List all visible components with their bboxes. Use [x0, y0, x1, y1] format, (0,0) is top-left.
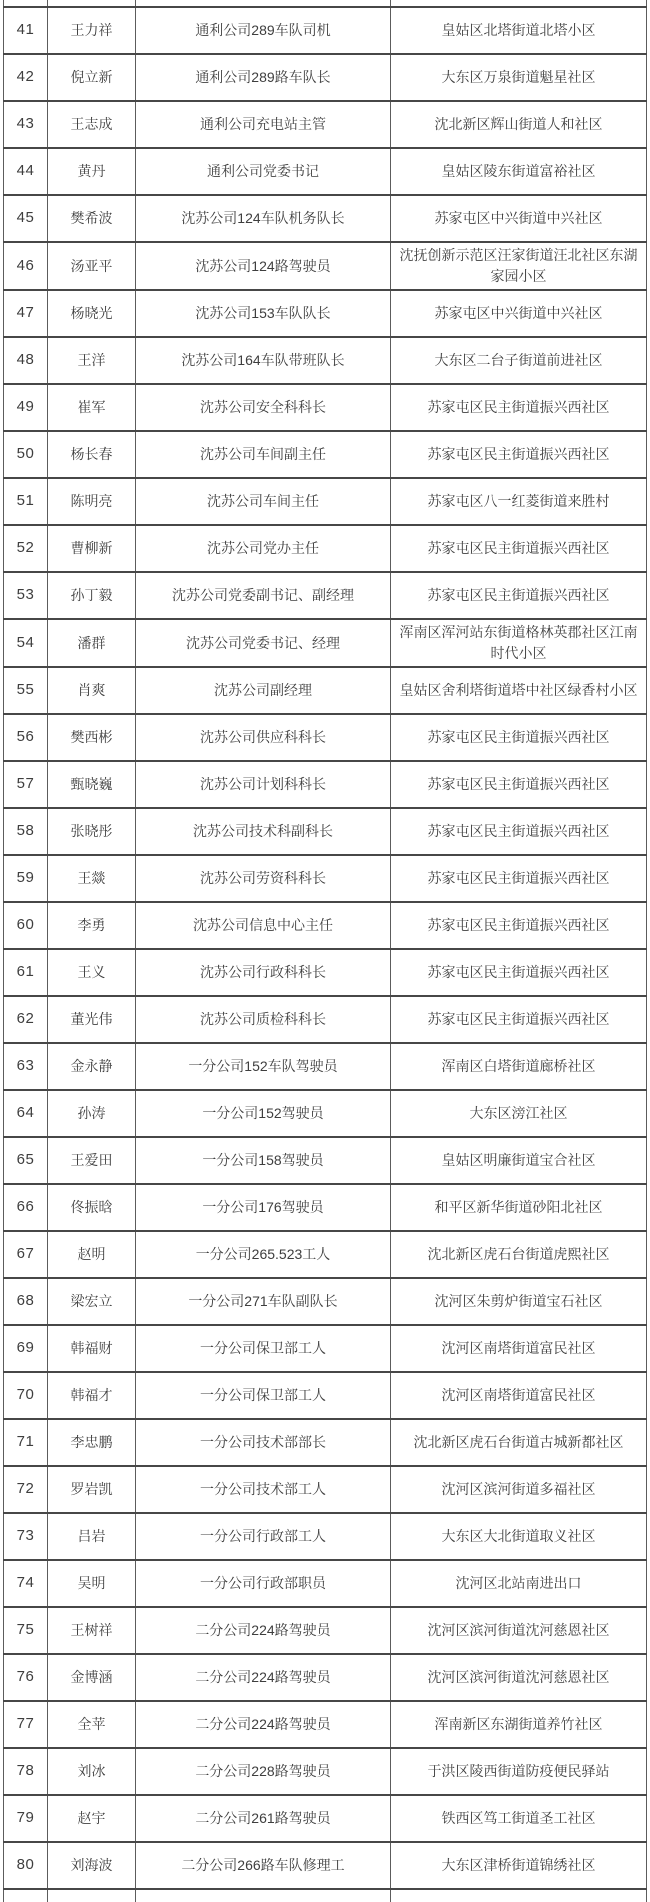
index-cell: 51 — [4, 478, 48, 525]
position-cell: 一分公司176驾驶员 — [136, 1184, 391, 1231]
position-cell: 沈苏公司安全科科长 — [136, 384, 391, 431]
position-cell: 沈苏公司车间主任 — [136, 478, 391, 525]
name-cell: 倪立新 — [48, 54, 136, 101]
index-cell: 60 — [4, 902, 48, 949]
index-cell: 80 — [4, 1842, 48, 1889]
name-cell: 佟振晗 — [48, 1184, 136, 1231]
table-row — [4, 1701, 647, 1748]
table-row — [4, 1325, 647, 1372]
index-cell: 52 — [4, 525, 48, 572]
address-cell: 沈河区滨河街道沈河慈恩社区 — [391, 1607, 647, 1654]
table-row — [4, 1278, 647, 1325]
address-cell: 沈河区北站南进出口 — [391, 1560, 647, 1607]
cropped-next-row — [4, 1889, 647, 1902]
position-cell: 一分公司行政部职员 — [136, 1560, 391, 1607]
table-row — [4, 949, 647, 996]
address-cell: 苏家屯区民主街道振兴西社区 — [391, 431, 647, 478]
table-row — [4, 195, 647, 242]
index-cell: 49 — [4, 384, 48, 431]
index-cell: 64 — [4, 1090, 48, 1137]
position-cell: 通利公司289路车队长 — [136, 54, 391, 101]
address-cell: 于洪区陵西街道防疫便民驿站 — [391, 1748, 647, 1795]
name-cell: 王志成 — [48, 101, 136, 148]
name-cell: 吴明 — [48, 1560, 136, 1607]
name-cell: 王洋 — [48, 337, 136, 384]
position-cell: 一分公司158驾驶员 — [136, 1137, 391, 1184]
address-cell: 大东区二台子街道前进社区 — [391, 337, 647, 384]
address-cell: 苏家屯区中兴街道中兴社区 — [391, 195, 647, 242]
position-cell: 一分公司保卫部工人 — [136, 1372, 391, 1419]
address-cell: 苏家屯区民主街道振兴西社区 — [391, 384, 647, 431]
address-cell: 沈河区朱剪炉街道宝石社区 — [391, 1278, 647, 1325]
name-cell: 王树祥 — [48, 1607, 136, 1654]
address-cell: 苏家屯区民主街道振兴西社区 — [391, 902, 647, 949]
index-cell: 48 — [4, 337, 48, 384]
name-cell: 甄晓巍 — [48, 761, 136, 808]
position-cell: 沈苏公司党委副书记、副经理 — [136, 572, 391, 619]
table-row — [4, 1607, 647, 1654]
index-cell: 57 — [4, 761, 48, 808]
name-cell: 樊西彬 — [48, 714, 136, 761]
index-cell: 59 — [4, 855, 48, 902]
address-cell: 皇姑区明廉街道宝合社区 — [391, 1137, 647, 1184]
index-cell: 54 — [4, 619, 48, 667]
address-cell: 苏家屯区民主街道振兴西社区 — [391, 761, 647, 808]
address-cell: 和平区新华街道砂阳北社区 — [391, 1184, 647, 1231]
name-cell: 杨长春 — [48, 431, 136, 478]
table-row — [4, 1372, 647, 1419]
name-cell: 李勇 — [48, 902, 136, 949]
name-cell: 李忠鹏 — [48, 1419, 136, 1466]
table-row — [4, 1090, 647, 1137]
index-cell: 79 — [4, 1795, 48, 1842]
name-cell: 赵明 — [48, 1231, 136, 1278]
index-cell: 74 — [4, 1560, 48, 1607]
table-row — [4, 1795, 647, 1842]
position-cell: 通利公司289车队司机 — [136, 7, 391, 54]
address-cell: 大东区大北街道取义社区 — [391, 1513, 647, 1560]
name-cell: 韩福才 — [48, 1372, 136, 1419]
name-cell: 潘群 — [48, 619, 136, 667]
index-cell: 42 — [4, 54, 48, 101]
address-cell: 苏家屯区民主街道振兴西社区 — [391, 855, 647, 902]
name-cell: 吕岩 — [48, 1513, 136, 1560]
address-cell: 沈河区南塔街道富民社区 — [391, 1372, 647, 1419]
index-cell: 45 — [4, 195, 48, 242]
index-cell: 56 — [4, 714, 48, 761]
position-cell: 沈苏公司技术科副科长 — [136, 808, 391, 855]
position-cell: 一分公司152驾驶员 — [136, 1090, 391, 1137]
position-cell: 一分公司技术部工人 — [136, 1466, 391, 1513]
address-cell: 铁西区笃工街道圣工社区 — [391, 1795, 647, 1842]
table-row — [4, 667, 647, 714]
position-cell: 沈苏公司质检科科长 — [136, 996, 391, 1043]
address-cell: 苏家屯区八一红菱街道来胜村 — [391, 478, 647, 525]
name-cell: 崔军 — [48, 384, 136, 431]
name-cell: 罗岩凯 — [48, 1466, 136, 1513]
index-cell: 66 — [4, 1184, 48, 1231]
position-cell: 沈苏公司党委书记、经理 — [136, 619, 391, 667]
index-cell: 47 — [4, 290, 48, 337]
table-row — [4, 148, 647, 195]
index-cell: 73 — [4, 1513, 48, 1560]
address-cell: 大东区滂江社区 — [391, 1090, 647, 1137]
position-cell: 沈苏公司153车队队长 — [136, 290, 391, 337]
position-cell: 二分公司261路驾驶员 — [136, 1795, 391, 1842]
index-cell: 55 — [4, 667, 48, 714]
index-cell: 70 — [4, 1372, 48, 1419]
position-cell: 二分公司224路驾驶员 — [136, 1701, 391, 1748]
address-cell: 沈抚创新示范区汪家街道汪北社区东湖家园小区 — [391, 242, 647, 290]
table-row — [4, 1137, 647, 1184]
index-cell: 50 — [4, 431, 48, 478]
table-row — [4, 902, 647, 949]
table-row — [4, 337, 647, 384]
table-row — [4, 7, 647, 54]
table-row — [4, 572, 647, 619]
index-cell: 72 — [4, 1466, 48, 1513]
position-cell: 沈苏公司164车队带班队长 — [136, 337, 391, 384]
address-cell: 大东区万泉街道魁星社区 — [391, 54, 647, 101]
position-cell: 一分公司265.523工人 — [136, 1231, 391, 1278]
index-cell: 65 — [4, 1137, 48, 1184]
table-row — [4, 1748, 647, 1795]
position-cell: 通利公司充电站主管 — [136, 101, 391, 148]
table-row — [4, 1184, 647, 1231]
address-cell: 沈北新区辉山街道人和社区 — [391, 101, 647, 148]
position-cell: 沈苏公司供应科科长 — [136, 714, 391, 761]
table-row — [4, 1043, 647, 1090]
position-cell: 沈苏公司劳资科科长 — [136, 855, 391, 902]
name-cell: 金永静 — [48, 1043, 136, 1090]
name-cell: 赵宇 — [48, 1795, 136, 1842]
index-cell: 77 — [4, 1701, 48, 1748]
table-row — [4, 1560, 647, 1607]
position-cell: 沈苏公司计划科科长 — [136, 761, 391, 808]
index-cell: 75 — [4, 1607, 48, 1654]
address-cell: 沈北新区虎石台街道古城新都社区 — [391, 1419, 647, 1466]
position-cell: 二分公司224路驾驶员 — [136, 1654, 391, 1701]
table-row — [4, 1654, 647, 1701]
name-cell: 曹柳新 — [48, 525, 136, 572]
table-row — [4, 1419, 647, 1466]
table-row — [4, 855, 647, 902]
name-cell: 刘海波 — [48, 1842, 136, 1889]
table-row — [4, 1466, 647, 1513]
position-cell: 沈苏公司行政科科长 — [136, 949, 391, 996]
table-row — [4, 384, 647, 431]
table-row — [4, 242, 647, 290]
name-cell: 刘冰 — [48, 1748, 136, 1795]
table-row — [4, 478, 647, 525]
name-cell: 孙丁毅 — [48, 572, 136, 619]
address-cell: 浑南区白塔街道廊桥社区 — [391, 1043, 647, 1090]
position-cell: 一分公司技术部部长 — [136, 1419, 391, 1466]
index-cell: 78 — [4, 1748, 48, 1795]
position-cell: 一分公司152车队驾驶员 — [136, 1043, 391, 1090]
table-row — [4, 54, 647, 101]
table-row — [4, 525, 647, 572]
position-cell: 一分公司271车队副队长 — [136, 1278, 391, 1325]
position-cell: 沈苏公司124路驾驶员 — [136, 242, 391, 290]
index-cell: 68 — [4, 1278, 48, 1325]
position-cell: 沈苏公司党办主任 — [136, 525, 391, 572]
table-row — [4, 808, 647, 855]
address-cell: 大东区津桥街道锦绣社区 — [391, 1842, 647, 1889]
name-cell: 梁宏立 — [48, 1278, 136, 1325]
index-cell: 67 — [4, 1231, 48, 1278]
address-cell: 苏家屯区民主街道振兴西社区 — [391, 996, 647, 1043]
name-cell: 陈明亮 — [48, 478, 136, 525]
personnel-roster-table — [3, 0, 647, 1902]
position-cell: 二分公司228路驾驶员 — [136, 1748, 391, 1795]
index-cell: 69 — [4, 1325, 48, 1372]
table-row — [4, 619, 647, 667]
table-row — [4, 290, 647, 337]
index-cell: 58 — [4, 808, 48, 855]
index-cell: 43 — [4, 101, 48, 148]
index-cell: 44 — [4, 148, 48, 195]
position-cell: 通利公司党委书记 — [136, 148, 391, 195]
position-cell: 二分公司224路驾驶员 — [136, 1607, 391, 1654]
address-cell: 苏家屯区民主街道振兴西社区 — [391, 525, 647, 572]
index-cell: 61 — [4, 949, 48, 996]
index-cell: 71 — [4, 1419, 48, 1466]
table-row — [4, 1231, 647, 1278]
name-cell: 董光伟 — [48, 996, 136, 1043]
position-cell: 一分公司保卫部工人 — [136, 1325, 391, 1372]
table-body — [4, 0, 647, 1902]
position-cell: 二分公司266路车队修理工 — [136, 1842, 391, 1889]
address-cell: 沈河区滨河街道多福社区 — [391, 1466, 647, 1513]
name-cell: 金博涵 — [48, 1654, 136, 1701]
address-cell: 苏家屯区民主街道振兴西社区 — [391, 949, 647, 996]
name-cell: 杨晓光 — [48, 290, 136, 337]
name-cell: 王力祥 — [48, 7, 136, 54]
name-cell: 王义 — [48, 949, 136, 996]
name-cell: 王燚 — [48, 855, 136, 902]
table-row — [4, 996, 647, 1043]
index-cell: 76 — [4, 1654, 48, 1701]
name-cell: 黄丹 — [48, 148, 136, 195]
index-cell: 53 — [4, 572, 48, 619]
address-cell: 皇姑区北塔街道北塔小区 — [391, 7, 647, 54]
index-cell: 46 — [4, 242, 48, 290]
address-cell: 沈河区滨河街道沈河慈恩社区 — [391, 1654, 647, 1701]
table-row — [4, 1842, 647, 1889]
name-cell: 全苹 — [48, 1701, 136, 1748]
name-cell: 樊希波 — [48, 195, 136, 242]
name-cell: 肖爽 — [48, 667, 136, 714]
address-cell: 浑南区浑河站东街道格林英郡社区江南时代小区 — [391, 619, 647, 667]
position-cell: 沈苏公司124车队机务队长 — [136, 195, 391, 242]
index-cell: 41 — [4, 7, 48, 54]
address-cell: 皇姑区舍利塔街道塔中社区绿香村小区 — [391, 667, 647, 714]
position-cell: 沈苏公司信息中心主任 — [136, 902, 391, 949]
name-cell: 韩福财 — [48, 1325, 136, 1372]
address-cell: 苏家屯区中兴街道中兴社区 — [391, 290, 647, 337]
index-cell: 62 — [4, 996, 48, 1043]
name-cell: 张晓彤 — [48, 808, 136, 855]
table-row — [4, 101, 647, 148]
address-cell: 浑南新区东湖街道养竹社区 — [391, 1701, 647, 1748]
cropped-previous-row — [4, 0, 647, 7]
address-cell: 沈河区南塔街道富民社区 — [391, 1325, 647, 1372]
table-row — [4, 431, 647, 478]
table-row — [4, 761, 647, 808]
address-cell: 苏家屯区民主街道振兴西社区 — [391, 808, 647, 855]
position-cell: 沈苏公司车间副主任 — [136, 431, 391, 478]
address-cell: 皇姑区陵东街道富裕社区 — [391, 148, 647, 195]
index-cell: 63 — [4, 1043, 48, 1090]
table-row — [4, 714, 647, 761]
address-cell: 苏家屯区民主街道振兴西社区 — [391, 572, 647, 619]
address-cell: 沈北新区虎石台街道虎熙社区 — [391, 1231, 647, 1278]
name-cell: 汤亚平 — [48, 242, 136, 290]
position-cell: 一分公司行政部工人 — [136, 1513, 391, 1560]
table-row — [4, 1513, 647, 1560]
position-cell: 沈苏公司副经理 — [136, 667, 391, 714]
name-cell: 孙涛 — [48, 1090, 136, 1137]
name-cell: 王爱田 — [48, 1137, 136, 1184]
address-cell: 苏家屯区民主街道振兴西社区 — [391, 714, 647, 761]
